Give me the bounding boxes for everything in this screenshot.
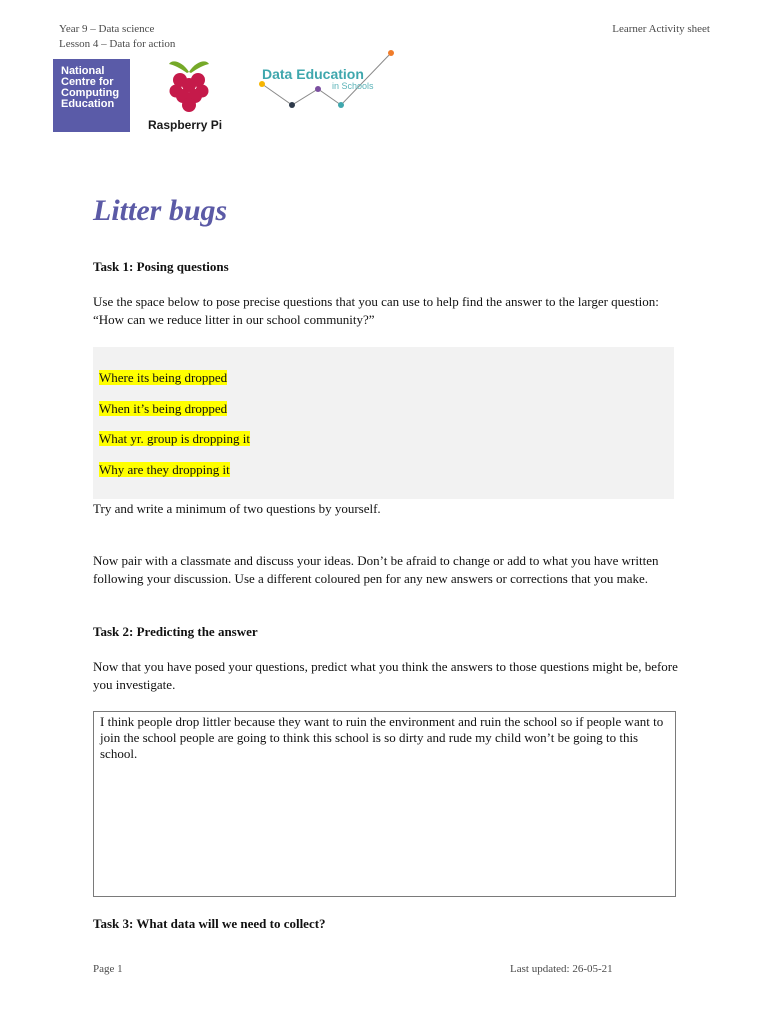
last-updated: Last updated: 26-05-21 <box>510 963 613 975</box>
page-number: Page 1 <box>93 963 123 975</box>
task1-answer-3: What yr. group is dropping it <box>99 431 250 446</box>
ncce-logo-line: Centre for <box>61 76 114 88</box>
task3-heading: Task 3: What data will we need to collect? <box>93 916 326 931</box>
task1-answer-1: Where its being dropped <box>99 370 228 385</box>
sheet-type-label: Learner Activity sheet <box>612 23 710 35</box>
page-header-left <box>59 22 175 52</box>
task1-followup-2: Now pair with a classmate and discuss your ideas. Don’t be afraid to change or add to what you have written following your discussion. Use a different coloured pen for any new answers or corrections that you make. <box>93 553 659 586</box>
ncce-logo <box>53 59 130 132</box>
task1-answer-2: When it’s being dropped <box>99 401 228 416</box>
task1-followup-1: Try and write a minimum of two questions by yourself. <box>93 501 381 516</box>
task2-answer-box[interactable]: I think people drop littler because they want to ruin the environment and ruin the school so if people want to join the school people are going to think this school is so dirty and rude my child won’t be going to this school. <box>93 711 676 897</box>
task1-answer-box[interactable] <box>93 347 674 499</box>
ncce-logo-line: National <box>61 65 105 77</box>
ncce-logo-line: Education <box>61 98 115 110</box>
data-education-subtitle: in Schools <box>332 81 374 91</box>
raspberry-pi-logo <box>146 56 232 136</box>
raspberry-pi-label: Raspberry Pi <box>148 118 223 132</box>
course-label: Year 9 – Data science <box>59 23 155 35</box>
lesson-label: Lesson 4 – Data for action <box>59 38 176 50</box>
task1-answer-4: Why are they dropping it <box>99 462 230 477</box>
task2-heading: Task 2: Predicting the answer <box>93 624 258 639</box>
task2-instruction: Now that you have posed your questions, predict what you think the answers to those questions might be, before you investigate. <box>93 659 678 692</box>
task1-heading: Task 1: Posing questions <box>93 259 229 274</box>
page-title: Litter bugs <box>93 194 228 227</box>
task1-instruction: Use the space below to pose precise questions that you can use to help find the answer to the larger question: “How can we reduce litter in our school community?” <box>93 294 659 327</box>
ncce-logo-line: Computing <box>61 87 120 99</box>
data-education-title: Data Education <box>262 66 364 82</box>
data-education-logo <box>254 50 404 112</box>
raspberry-icon <box>164 56 214 116</box>
